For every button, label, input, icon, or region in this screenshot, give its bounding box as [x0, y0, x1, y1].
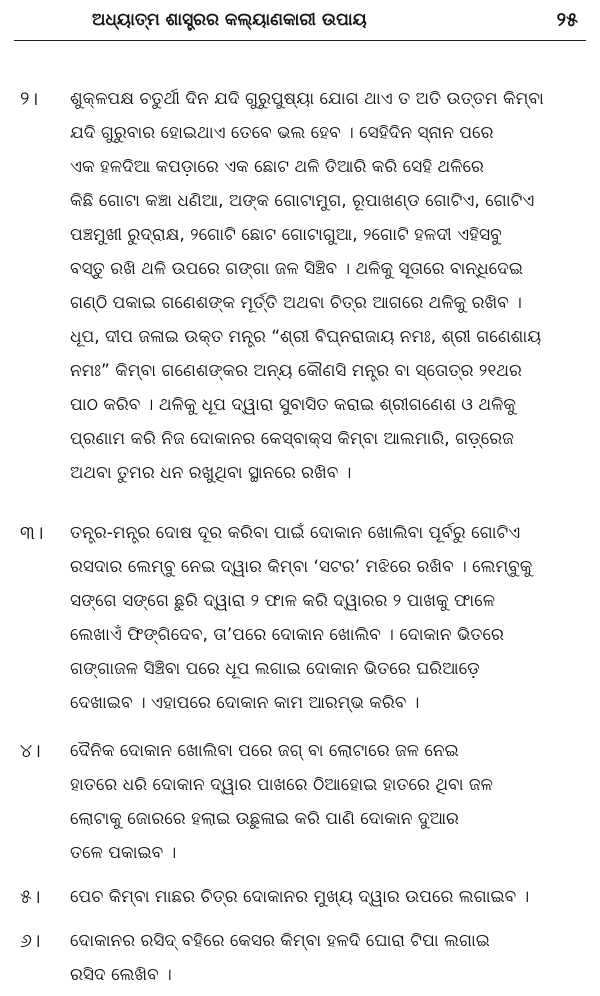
list-item-text — [70, 518, 584, 722]
text-line: ଅଥବା ତୁମର ଧନ ରଖୁଥିବା ସ୍ଥାନରେ ରଖିବ । — [70, 463, 352, 483]
text-line: ପେଚ କିମ୍ବା ମାଛର ଚିତ୍ର ଦୋକାନର ମୁଖ୍ୟ ଦ୍ୱାର ଉପରେ ଲଗାଇବ । — [70, 887, 530, 907]
list-item-text — [70, 736, 584, 872]
list-item-number: ୬। — [20, 930, 41, 952]
text-line: ଦୈନିକ ଦୋକାନ ଖୋଲିବା ପରେ ଜଗ୍ ବା ଲୋଟାରେ ଜଳ ନେଇ — [70, 741, 459, 761]
text-line: ତନ୍ତ୍ର-ମନ୍ତ୍ର ଦୋଷ ଦୂର କରିବା ପାଇଁ ଦୋକାନ ଖୋଲିବା ପୂର୍ବରୁ ଗୋଟିଏ — [70, 523, 521, 543]
text-line: ରସଦାର ଲେମ୍ବୁ ନେଇ ଦ୍ୱାର କିମ୍ବା ‘ସଟର’ ମଝିରେ ରଖିବ । ଲେମ୍ବୁକୁ — [70, 557, 533, 577]
text-line: ଧୂପ, ଦୀପ ଜଳାଇ ଉକ୍ତ ମନ୍ତ୍ର “ଶ୍ରୀ ବିଘ୍ନରାଜାୟ ନମଃ, ଶ୍ରୀ ଗଣେଶାୟ — [70, 327, 542, 347]
page-number: ୨୫ — [556, 9, 578, 31]
list-item-text — [70, 84, 584, 492]
text-line: ରସିଦ ଲେଖିବ । — [70, 965, 172, 985]
text-line: ଦୋକାନର ରସିଦ୍ ବହିରେ କେସର କିମ୍ବା ହଳଦି ଘୋରା ଟିପା ଲଗାଇ — [70, 931, 490, 951]
text-line: ଏକ ହଳଦିଆ କପଡ଼ାରେ ଏକ ଛୋଟ ଥଳି ତିଆରି କରି ସେହି ଥଳିରେ — [70, 157, 484, 177]
text-line: ପ୍ରଣାମ କରି ନିଜ ଦୋକାନର କେସ୍‌ବାକ୍ସ କିମ୍ବା ଆଲମାରି, ଗଡ଼୍‌ରେଜ — [70, 429, 514, 449]
list-item-number: ୪। — [20, 740, 41, 762]
list-item-number: ୫। — [20, 886, 41, 908]
text-line: ପାଠ କରିବ । ଥଳିକୁ ଧୂପ ଦ୍ୱାରା ସୁବାସିତ କରାଇ ଶ୍ରୀଗଣେଶ ଓ ଥଳିକୁ — [70, 395, 516, 415]
text-line: ନମଃ” କିମ୍ବା ଗଣେଶଙ୍କର ଅନ୍ୟ କୌଣସି ମନ୍ତ୍ର ବା ସ୍ତୋତ୍ର ୨୧ଥର — [70, 361, 522, 381]
text-line: ଗଣ୍ଠି ପକାଇ ଗଣେଶଙ୍କ ମୂର୍ତ୍ତି ଅଥବା ଚିତ୍ର ଆଗରେ ଥଳିକୁ ରଖିବ । — [70, 293, 522, 313]
text-line: ଗଙ୍ଗାଜଳ ସିଞ୍ଚିବା ପରେ ଧୂପ ଲଗାଇ ଦୋକାନ ଭିତରେ ଘରିଆଡ଼େ — [70, 659, 480, 679]
text-line: ସଙ୍ଗେ ସଙ୍ଗେ ଛୁରି ଦ୍ୱାରା ୨ ଫାଳ କରି ଦ୍ୱାରର ୨ ପାଖକୁ ଫାଳେ — [70, 591, 495, 611]
text-line: ହାତରେ ଧରି ଦୋକାନ ଦ୍ୱାର ପାଖରେ ଠିଆହୋଇ ହାତରେ ଥିବା ଜଳ — [70, 775, 493, 795]
text-line: ଶୁକ୍ଳପକ୍ଷ ଚତୁର୍ଥୀ ଦିନ ଯଦି ଗୁରୁପୁଷ୍ୟା ଯୋଗ ଥାଏ ତ ଅତି ଉତ୍ତମ କିମ୍ବା — [70, 89, 544, 109]
list-item-text — [70, 882, 584, 916]
text-line: ତଳେ ପକାଇବ । — [70, 843, 177, 863]
header-rule — [14, 40, 586, 41]
text-line: ଲେଖାଏଁ ଫିଙ୍ଗିଦେବ, ତା’ପରେ ଦୋକାନ ଖୋଲିବ । ଦୋକାନ ଭିତରେ — [70, 625, 504, 645]
text-line: ଦେଖାଇବ । ଏହାପରେ ଦୋକାନ କାମ ଆରମ୍ଭ କରିବ । — [70, 693, 420, 713]
text-line: କିଛି ଗୋଟା କଞ୍ଚା ଧଣିଆ, ଅଙ୍କ ଗୋଟାମୁଗ, ରୂପାଖଣ୍ଡ ଗୋଟିଏ, ଗୋଟିଏ — [70, 191, 535, 211]
list-item-number: ୨। — [20, 88, 39, 110]
list-item-text — [70, 926, 584, 994]
text-line: ଯଦି ଗୁରୁବାର ହୋଇଥାଏ ତେବେ ଭଲ ହେବ । ସେହିଦିନ ସ୍ନାନ ପରେ — [70, 123, 494, 143]
text-line: ବସ୍ତୁ ରଖି ଥଳି ଉପରେ ଗଙ୍ଗା ଜଳ ସିଞ୍ଚିବ । ଥଳିକୁ ସୂତାରେ ବାନ୍ଧିଦେଇ — [70, 259, 523, 279]
text-line: ପଞ୍ଚମୁଖୀ ରୁଦ୍ରାକ୍ଷ, ୨ଗୋଟି ଛୋଟ ଗୋଟାଗୁଆ, ୨ଗୋଟି ହଳଦୀ ଏହିସବୁ — [70, 225, 502, 245]
running-title: ଅଧ୍ୟାତ୍ମ ଶାସ୍ତ୍ରର କଲ୍ୟାଣକାରୀ ଉପାୟ — [92, 10, 367, 30]
running-head — [0, 6, 600, 34]
list-item-number: ୩। — [20, 522, 44, 544]
text-line: ଲୋଟାକୁ ଜୋରରେ ହଲାଇ ଉଛୁଳାଇ କରି ପାଣି ଦୋକାନ ଦୁଆର — [70, 809, 459, 829]
